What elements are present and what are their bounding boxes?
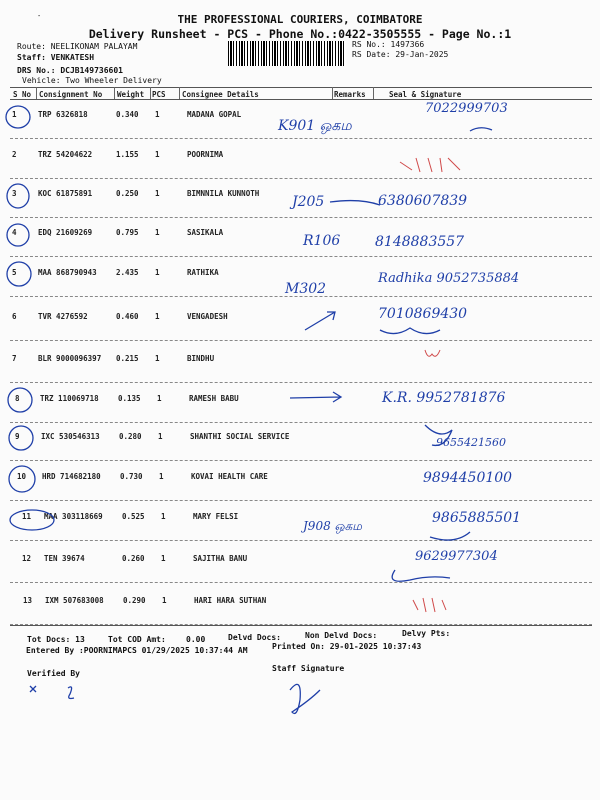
cell-consignee: POORNIMA [187, 150, 224, 159]
tot-docs: Tot Docs: 13 [27, 635, 85, 644]
arrow-row-3 [330, 201, 380, 205]
cell-consignee: MARY FELSI [193, 512, 239, 521]
arrow-row-8 [290, 392, 341, 402]
non-delvd-docs: Non Delvd Docs: [305, 631, 378, 640]
cell-sno: 10 [17, 472, 27, 481]
route-label: Route: NEELIKONAM PALAYAM [17, 42, 138, 51]
red-mark-row-13 [413, 598, 446, 612]
handwritten-signature: 7022999703 [425, 101, 508, 116]
handwritten-remark: R106 [303, 233, 341, 249]
sno-circle-10 [9, 466, 35, 492]
cell-sno: 5 [12, 268, 17, 277]
cell-cons: BLR 9000096397 [38, 354, 102, 363]
cell-cons: IXC 530546313 [41, 432, 100, 441]
cell-sno: 3 [12, 189, 17, 198]
handwritten-remark: K901 ஒகம [278, 118, 352, 134]
cell-weight: 1.155 [116, 150, 139, 159]
entered-by: Entered By :POORNIMAPCS 01/29/2025 10:37:44 AM [26, 646, 248, 655]
cell-weight: 0.135 [118, 394, 141, 403]
cell-consignee: HARI HARA SUTHAN [194, 596, 267, 605]
handwritten-signature: 6380607839 [378, 193, 468, 209]
cell-pcs: 1 [155, 354, 160, 363]
cell-consignee: BIMNNILA KUNNOTH [187, 189, 260, 198]
handwritten-signature: 9865885501 [432, 510, 522, 526]
cell-sno: 7 [12, 354, 17, 363]
sno-circle-4 [7, 224, 29, 246]
cell-pcs: 1 [161, 512, 166, 521]
cell-cons: TRZ 110069718 [40, 394, 99, 403]
arrow-row-6 [305, 312, 335, 330]
cell-pcs: 1 [162, 596, 167, 605]
cell-pcs: 1 [159, 472, 164, 481]
cell-weight: 0.260 [122, 554, 145, 563]
cell-cons: IXM 507683008 [45, 596, 104, 605]
cell-consignee: KOVAI HEALTH CARE [191, 472, 268, 481]
col-consignee: Consignee Details [182, 90, 259, 99]
runsheet-subtitle: Delivery Runsheet - PCS - Phone No.:0422-3505555 - Page No.:1 [88, 27, 512, 41]
rs-number: RS No.: 1497366 [352, 40, 425, 49]
drs-number: DRS No.: DCJB149736601 [17, 66, 123, 75]
cell-consignee: RAMESH BABU [189, 394, 239, 403]
cell-sno: 4 [12, 228, 17, 237]
printed-on: Printed On: 29-01-2025 10:37:43 [272, 642, 422, 651]
cell-cons: TEN 39674 [44, 554, 85, 563]
col-seal-signature: Seal & Signature [389, 90, 462, 99]
cell-consignee: VENGADESH [187, 312, 228, 321]
delvd-docs: Delvd Docs: [228, 633, 281, 642]
col-sno: S No [13, 90, 32, 99]
red-mark-row-7 [425, 350, 440, 356]
handwritten-remark: J908 ஒகம [303, 519, 362, 533]
col-pcs: PCS [152, 90, 166, 99]
signature-squiggle-12 [392, 570, 450, 581]
sno-circle-8 [8, 388, 32, 412]
cell-sno: 1 [12, 110, 17, 119]
cell-weight: 0.290 [123, 596, 146, 605]
cell-cons: MAA 303118669 [44, 512, 103, 521]
cell-weight: 0.460 [116, 312, 139, 321]
corner-mark: - [37, 12, 42, 20]
cell-pcs: 1 [161, 554, 166, 563]
handwritten-signature: 9629977304 [415, 549, 498, 564]
handwritten-signature: Radhika 9052735884 [378, 271, 520, 286]
tot-cod-label: Tot COD Amt: [108, 635, 166, 644]
sno-circle-3 [7, 184, 29, 208]
delvy-pts: Delvy Pts: [402, 629, 451, 638]
cell-sno: 2 [12, 150, 17, 159]
cell-consignee: SHANTHI SOCIAL SERVICE [190, 432, 290, 441]
tot-cod-value: 0.00 [186, 635, 206, 644]
col-weight: Weight [117, 90, 145, 99]
cell-sno: 11 [22, 512, 32, 521]
cell-cons: TRZ 54204622 [38, 150, 93, 159]
sno-circle-9 [9, 426, 33, 450]
cell-pcs: 1 [155, 312, 160, 321]
cell-cons: EDQ 21609269 [38, 228, 93, 237]
handwritten-remark: J205 [292, 194, 325, 210]
staff-signature-label: Staff Signature [272, 664, 345, 673]
rs-date: RS Date: 29-Jan-2025 [352, 50, 449, 59]
signature-squiggle-6 [380, 328, 440, 334]
staff-label: Staff: VENKATESH [17, 53, 95, 62]
cell-cons: MAA 868790943 [38, 268, 97, 277]
handwritten-signature: 9894450100 [423, 470, 513, 486]
cell-sno: 13 [23, 596, 33, 605]
cell-weight: 0.525 [122, 512, 145, 521]
verified-by-label: Verified By [27, 669, 80, 678]
cell-weight: 0.250 [116, 189, 139, 198]
cell-consignee: BINDHU [187, 354, 215, 363]
cell-consignee: MADANA GOPAL [187, 110, 242, 119]
handwritten-signature: 9655421560 [436, 436, 506, 449]
cell-pcs: 1 [155, 150, 160, 159]
handwritten-remark: M302 [285, 281, 327, 297]
handwritten-signature: 7010869430 [378, 306, 468, 322]
verified-mark-x [30, 686, 36, 692]
cell-cons: HRD 714682180 [42, 472, 101, 481]
handwritten-signature: K.R. 9952781876 [382, 390, 506, 406]
cell-sno: 9 [15, 432, 20, 441]
sno-circle-5 [7, 262, 31, 286]
cell-weight: 2.435 [116, 268, 139, 277]
signature-squiggle-11 [430, 532, 470, 540]
cell-pcs: 1 [155, 110, 160, 119]
handwritten-signature: 8148883557 [375, 234, 465, 250]
vehicle-label: Vehicle: Two Wheeler Delivery [22, 76, 162, 85]
cell-sno: 12 [22, 554, 32, 563]
verified-mark-s [68, 687, 74, 699]
cell-weight: 0.795 [116, 228, 139, 237]
red-ink-marks [400, 158, 460, 612]
cell-consignee: RATHIKA [187, 268, 219, 277]
cell-pcs: 1 [157, 394, 162, 403]
cell-weight: 0.215 [116, 354, 139, 363]
red-mark-row-2 [400, 158, 460, 172]
cell-weight: 0.730 [120, 472, 143, 481]
col-consignment: Consignment No [39, 90, 103, 99]
cell-pcs: 1 [155, 189, 160, 198]
cell-pcs: 1 [155, 268, 160, 277]
company-title: THE PROFESSIONAL COURIERS, COIMBATORE [177, 13, 423, 26]
cell-cons: TVR 4276592 [38, 312, 88, 321]
cell-cons: KOC 61875891 [38, 189, 93, 198]
cell-consignee: SAJITHA BANU [193, 554, 248, 563]
col-remarks: Remarks [334, 90, 366, 99]
cell-weight: 0.340 [116, 110, 139, 119]
cell-cons: TRP 6326818 [38, 110, 88, 119]
sno-circle-11 [10, 510, 54, 530]
cell-weight: 0.280 [119, 432, 142, 441]
cell-consignee: SASIKALA [187, 228, 224, 237]
cell-sno: 8 [15, 394, 20, 403]
cell-sno: 6 [12, 312, 17, 321]
signature-squiggle-1 [470, 128, 492, 131]
sno-circle-1 [6, 106, 30, 128]
staff-signature-mark [290, 684, 320, 713]
cell-pcs: 1 [155, 228, 160, 237]
cell-pcs: 1 [158, 432, 163, 441]
